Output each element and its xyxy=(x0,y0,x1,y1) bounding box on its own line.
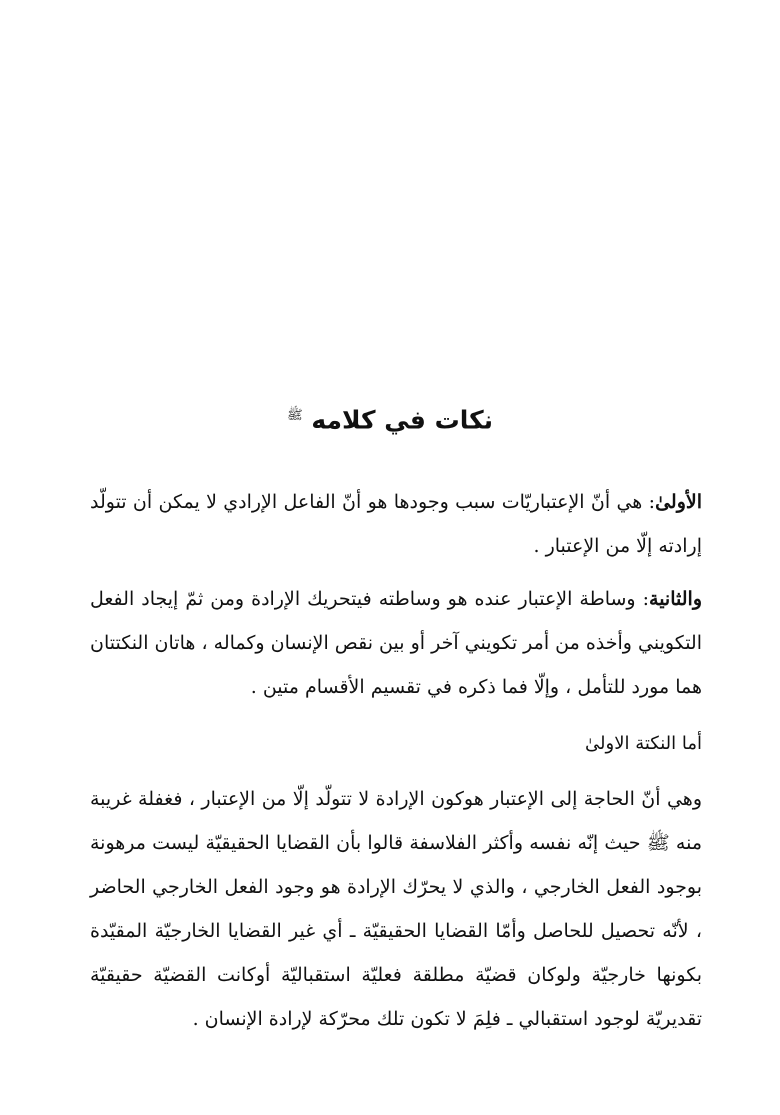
discussion-text: وهي أنّ الحاجة إلى الإعتبار هوكون الإرادة لا تتولّد إلّا من الإعتبار ، فغفلة غريبة منه ﷺ حيث إنّه نفسه وأكثر الفلاسفة قالوا بأن القضايا الحقيقيّة ليست مرهونة بوجود الفعل الخارجي ، والذي لا يحرّك الإرادة هو وجود الفعل الخارجي الحاضر ، لأنّه تحصيل للحاصل وأمّا القضايا الحقيقيّة ـ أي غير القضايا الخارجيّة المقيّدة بكونها خارجيّة ولوكان قضيّة مطلقة فعليّة استقباليّة أوكانت القضيّة حقيقيّة تقديريّة لوجود استقبالي ـ فلِمَ لا تكون تلك محرّكة لإرادة الإنسان . xyxy=(90,788,702,1030)
section-title xyxy=(0,396,780,440)
second-point-text: : وساطة الإعتبار عنده هو وساطته فيتحريك الإرادة ومن ثمّ إيجاد الفعل التكويني وأخذه من أمر تكويني آخر أو بين نقص الإنسان وكماله ، هاتان النكتتان هما مورد للتأمل ، وإلّا فما ذكره في تقسيم الأقسام متين . xyxy=(90,588,702,698)
paragraph-discussion xyxy=(90,777,702,1085)
first-point-label: الأولىٰ xyxy=(655,491,702,513)
paragraph-first-point xyxy=(90,480,702,568)
paragraph-second-point xyxy=(90,577,702,709)
first-point-text: : هي أنّ الإعتباريّات سبب وجودها هو أنّ الفاعل الإرادي لا يمكن أن تتولّد إرادته إلّا من الإعتبار . xyxy=(90,491,702,557)
subheading-first-point: أما النكتة الاولىٰ xyxy=(585,733,702,754)
second-point-label: والثانية xyxy=(649,588,702,610)
section-title-text: نكات في كلامه xyxy=(311,405,494,435)
honorific-symbol: ﷺ xyxy=(286,408,303,423)
